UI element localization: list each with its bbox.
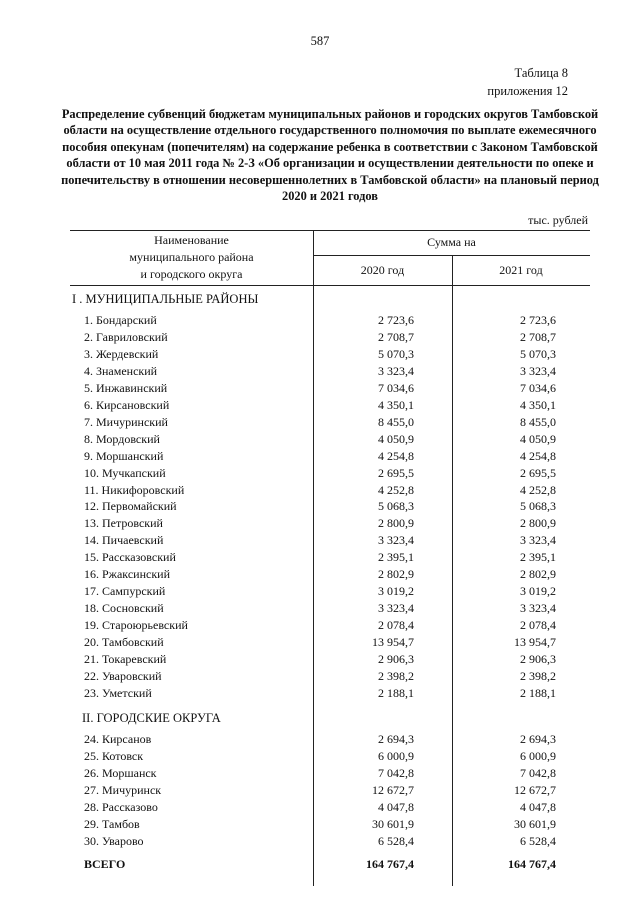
table-row	[0, 346, 640, 363]
header-name-line3: и городского округа	[140, 267, 243, 281]
table-row	[0, 799, 640, 816]
row-value-2021: 7 042,8	[520, 766, 556, 780]
table-row	[0, 731, 640, 748]
row-value-2021: 2 395,1	[520, 550, 556, 565]
row-name: 5. Инжавинский	[84, 380, 168, 395]
table-top-border	[70, 230, 590, 231]
row-name: 1. Бондарский	[84, 313, 157, 327]
row-value-2021: 6 528,4	[520, 834, 556, 848]
units-label: тыс. рублей	[528, 213, 588, 227]
row-name: 30. Уварово	[84, 834, 144, 848]
row-name: 3. Жердевский	[84, 346, 159, 361]
row-value-2020: 7 034,6	[378, 380, 414, 395]
row-name: 13. Петровский	[84, 516, 163, 531]
row-name: 14. Пичаевский	[84, 533, 164, 548]
total-label: ВСЕГО	[84, 857, 126, 871]
table-row	[0, 363, 640, 380]
row-value-2020: 4 050,9	[378, 431, 414, 446]
row-name: 15. Рассказовский	[84, 550, 176, 565]
table-row	[0, 685, 640, 702]
row-value-2020: 12 672,7	[372, 783, 414, 797]
row-value-2021: 4 350,1	[520, 397, 556, 412]
table-row	[0, 414, 640, 431]
row-value-2020: 4 047,8	[378, 800, 414, 814]
row-value-2020: 2 708,7	[378, 329, 414, 344]
row-value-2021: 4 050,9	[520, 431, 556, 446]
row-name: 20. Тамбовский	[84, 635, 164, 650]
row-value-2020: 3 323,4	[378, 601, 414, 616]
page-number: 587	[310, 34, 330, 48]
row-value-2021: 2 802,9	[520, 567, 556, 582]
table-reference	[487, 64, 568, 100]
row-name: 10. Мучкапский	[84, 465, 166, 480]
row-value-2020: 2 078,4	[378, 618, 414, 633]
row-value-2020: 8 455,0	[378, 414, 414, 429]
row-value-2020: 2 188,1	[378, 685, 414, 700]
row-value-2021: 2 398,2	[520, 668, 556, 683]
row-value-2020: 4 254,8	[378, 448, 414, 463]
table-row	[0, 583, 640, 600]
row-value-2020: 2 398,2	[378, 668, 414, 683]
row-value-2020: 2 694,3	[378, 732, 414, 746]
row-name: 19. Староюрьевский	[84, 618, 188, 633]
row-value-2021: 3 323,4	[520, 533, 556, 548]
row-value-2020: 3 019,2	[378, 584, 414, 599]
table-row	[0, 765, 640, 782]
row-value-2021: 2 188,1	[520, 685, 556, 700]
row-value-2020: 2 695,5	[378, 465, 414, 480]
header-name-line2: муниципального района	[129, 250, 254, 264]
row-value-2020: 7 042,8	[378, 766, 414, 780]
row-name: 11. Никифоровский	[84, 482, 185, 497]
table-row	[0, 465, 640, 482]
table-row	[0, 549, 640, 566]
row-name: 17. Сампурский	[84, 584, 166, 599]
row-value-2021: 13 954,7	[514, 635, 556, 650]
row-value-2020: 4 350,1	[378, 397, 414, 412]
row-value-2021: 3 323,4	[520, 601, 556, 616]
row-value-2021: 5 070,3	[520, 346, 556, 361]
total-row	[0, 856, 640, 873]
table-row	[0, 312, 640, 329]
table-row	[0, 617, 640, 634]
total-2021: 164 767,4	[508, 857, 556, 871]
row-value-2021: 5 068,3	[520, 499, 556, 514]
row-name: 24. Кирсанов	[84, 732, 152, 746]
table-row	[0, 482, 640, 499]
section-municipal-districts: I . МУНИЦИПАЛЬНЫЕ РАЙОНЫ	[72, 292, 259, 306]
header-year-2020: 2020 год	[360, 263, 405, 277]
row-value-2021: 12 672,7	[514, 783, 556, 797]
table-row	[0, 748, 640, 765]
row-value-2021: 2 078,4	[520, 618, 556, 633]
row-value-2021: 3 019,2	[520, 584, 556, 599]
table-row	[0, 515, 640, 532]
table-row	[0, 431, 640, 448]
row-name: 29. Тамбов	[84, 817, 140, 831]
row-value-2020: 5 070,3	[378, 346, 414, 361]
row-value-2020: 2 723,6	[378, 313, 414, 327]
table-row	[0, 532, 640, 549]
table-row	[0, 651, 640, 668]
row-value-2020: 3 323,4	[378, 363, 414, 378]
row-name: 16. Ржаксинский	[84, 567, 170, 582]
section-city-districts: II. ГОРОДСКИЕ ОКРУГА	[82, 711, 221, 725]
row-name: 22. Уваровский	[84, 668, 162, 683]
row-value-2021: 30 601,9	[514, 817, 556, 831]
table-row	[0, 566, 640, 583]
row-value-2020: 6 000,9	[378, 749, 414, 763]
row-value-2021: 2 694,3	[520, 732, 556, 746]
table-row	[0, 448, 640, 465]
table-row	[0, 634, 640, 651]
row-value-2021: 7 034,6	[520, 380, 556, 395]
table-row	[0, 782, 640, 799]
row-name: 26. Моршанск	[84, 766, 157, 780]
row-name: 12. Первомайский	[84, 499, 177, 514]
row-value-2020: 2 800,9	[378, 516, 414, 531]
appendix-reference: приложения 12	[487, 84, 568, 98]
row-value-2020: 2 906,3	[378, 652, 414, 666]
table-row	[0, 329, 640, 346]
header-year-2021: 2021 год	[499, 263, 543, 277]
row-value-2020: 4 252,8	[378, 482, 414, 497]
row-value-2021: 4 254,8	[520, 448, 556, 463]
header-name-line1: Наименование	[154, 233, 229, 247]
table-row	[0, 380, 640, 397]
row-value-2021: 6 000,9	[520, 749, 556, 763]
row-name: 18. Сосновский	[84, 601, 164, 616]
row-value-2021: 8 455,0	[520, 414, 556, 429]
row-name: 9. Моршанский	[84, 448, 164, 463]
row-value-2021: 2 723,6	[520, 313, 556, 327]
row-name: 21. Токаревский	[84, 652, 167, 666]
table-number: Таблица 8	[514, 66, 568, 80]
row-value-2021: 4 047,8	[520, 800, 556, 814]
row-value-2020: 5 068,3	[378, 499, 414, 514]
table-row	[0, 397, 640, 414]
header-name-column	[70, 232, 313, 283]
row-value-2020: 6 528,4	[378, 834, 414, 848]
row-name: 7. Мичуринский	[84, 414, 168, 429]
row-value-2020: 3 323,4	[378, 533, 414, 548]
row-value-2021: 2 708,7	[520, 329, 556, 344]
row-value-2021: 2 800,9	[520, 516, 556, 531]
row-name: 27. Мичуринск	[84, 783, 162, 797]
table-row	[0, 816, 640, 833]
row-value-2020: 2 802,9	[378, 567, 414, 582]
row-value-2021: 2 695,5	[520, 465, 556, 480]
row-name: 28. Рассказово	[84, 800, 158, 814]
row-value-2021: 2 906,3	[520, 652, 556, 666]
row-name: 6. Кирсановский	[84, 397, 170, 412]
header-bottom-border	[70, 285, 590, 286]
row-name: 8. Мордовский	[84, 431, 160, 446]
row-name: 23. Уметский	[84, 685, 152, 700]
row-value-2020: 13 954,7	[372, 635, 414, 650]
row-value-2020: 30 601,9	[372, 817, 414, 831]
row-name: 4. Знаменский	[84, 363, 158, 378]
row-value-2021: 3 323,4	[520, 363, 556, 378]
row-name: 2. Гавриловский	[84, 329, 168, 344]
header-sum-on: Сумма на	[427, 235, 476, 249]
table-row	[0, 600, 640, 617]
row-value-2020: 2 395,1	[378, 550, 414, 565]
table-row	[0, 833, 640, 850]
table-row	[0, 668, 640, 685]
total-2020: 164 767,4	[366, 857, 414, 871]
row-name: 25. Котовск	[84, 749, 144, 763]
row-value-2021: 4 252,8	[520, 482, 556, 497]
table-row	[0, 498, 640, 515]
document-title: Распределение субвенций бюджетам муниципальных районов и городских округов Тамбовской области на осуществление отдельного государственного полномочия по выплате ежемесячного пособия опекунам (попечителям) на содержание ребенка в соответствии с Законом Тамбовской области от 10 мая 2011 года № 2-З «Об организации и осуществлении деятельности по опеке и попечительству в отношении несовершеннолетних в Тамбовской области» на плановый период 2020 и 2021 годов	[61, 107, 599, 204]
